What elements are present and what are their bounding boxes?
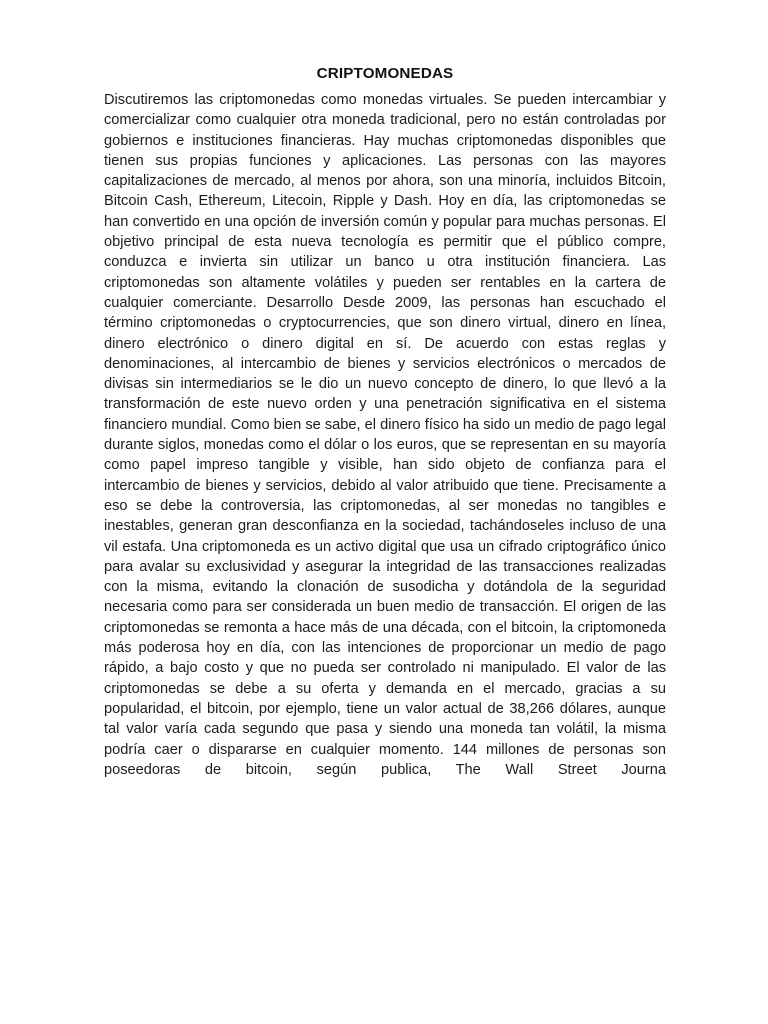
page-title: CRIPTOMONEDAS [316, 65, 454, 82]
document-body-text: Discutiremos las criptomonedas como monedas virtuales. Se pueden intercambiar y comercializar como cualquier otra moneda tradicional, pero no están controladas por gobiernos e instituciones financieras. Hay muchas criptomonedas disponibles que tienen sus propias funciones y aplicaciones. Las personas con las mayores capitalizaciones de mercado, al menos por ahora, son una minoría, incluidos Bitcoin, Bitcoin Cash, Ethereum, Litecoin, Ripple y Dash. Hoy en día, las criptomonedas se han convertido en una opción de inversión común y popular para muchas personas. El objetivo principal de esta nueva tecnología es permitir que el público compre, conduzca e invierta sin utilizar un banco u otra institución financiera. Las criptomonedas son altamente volátiles y pueden ser rentables en la cartera de cualquier comerciante. Desarrollo Desde 2009, las personas han escuchado el término criptomonedas o cryptocurrencies, que son dinero virtual, dinero en línea, dinero electrónico o dinero digital en sí. De acuerdo con estas reglas y denominaciones, al intercambio de bienes y servicios electrónicos o mercados de divisas sin intermediarios se le dio un nuevo concepto de dinero, lo que llevó a la transformación de este nuevo orden y una penetración significativa en el sistema financiero mundial. Como bien se sabe, el dinero físico ha sido un medio de pago legal durante siglos, monedas como el dólar o los euros, que se representan en su mayoría como papel impreso tangible y visible, han sido objeto de confianza para el intercambio de bienes y servicios, debido al valor atribuido que tiene. Precisamente a eso se debe la controversia, las criptomonedas, al ser monedas no tangibles e inestables, generan gran desconfianza en la sociedad, tachándoseles incluso de una vil estafa. Una criptomoneda es un activo digital que usa un cifrado criptográfico único para avalar su exclusividad y asegurar la integridad de las transacciones realizadas con la misma, evitando la clonación de susodicha y dotándola de la seguridad necesaria como para ser considerada un buen medio de transacción. El origen de las criptomonedas se remonta a hace más de una década, con el bitcoin, la criptomoneda más poderosa hoy en día, con las intenciones de proporcionar un medio de pago rápido, a bajo costo y que no pueda ser controlado ni manipulado. El valor de las criptomonedas se debe a su oferta y demanda en el mercado, gracias a su popularidad, el bitcoin, por ejemplo, tiene un valor actual de 38,266 dólares, aunque tal valor varía cada segundo que pasa y siendo una moneda tan volátil, la misma podría caer o dispararse en cualquier momento. 144 millones de personas son poseedoras de bitcoin, según publica, The Wall Street Journa [104, 92, 666, 778]
